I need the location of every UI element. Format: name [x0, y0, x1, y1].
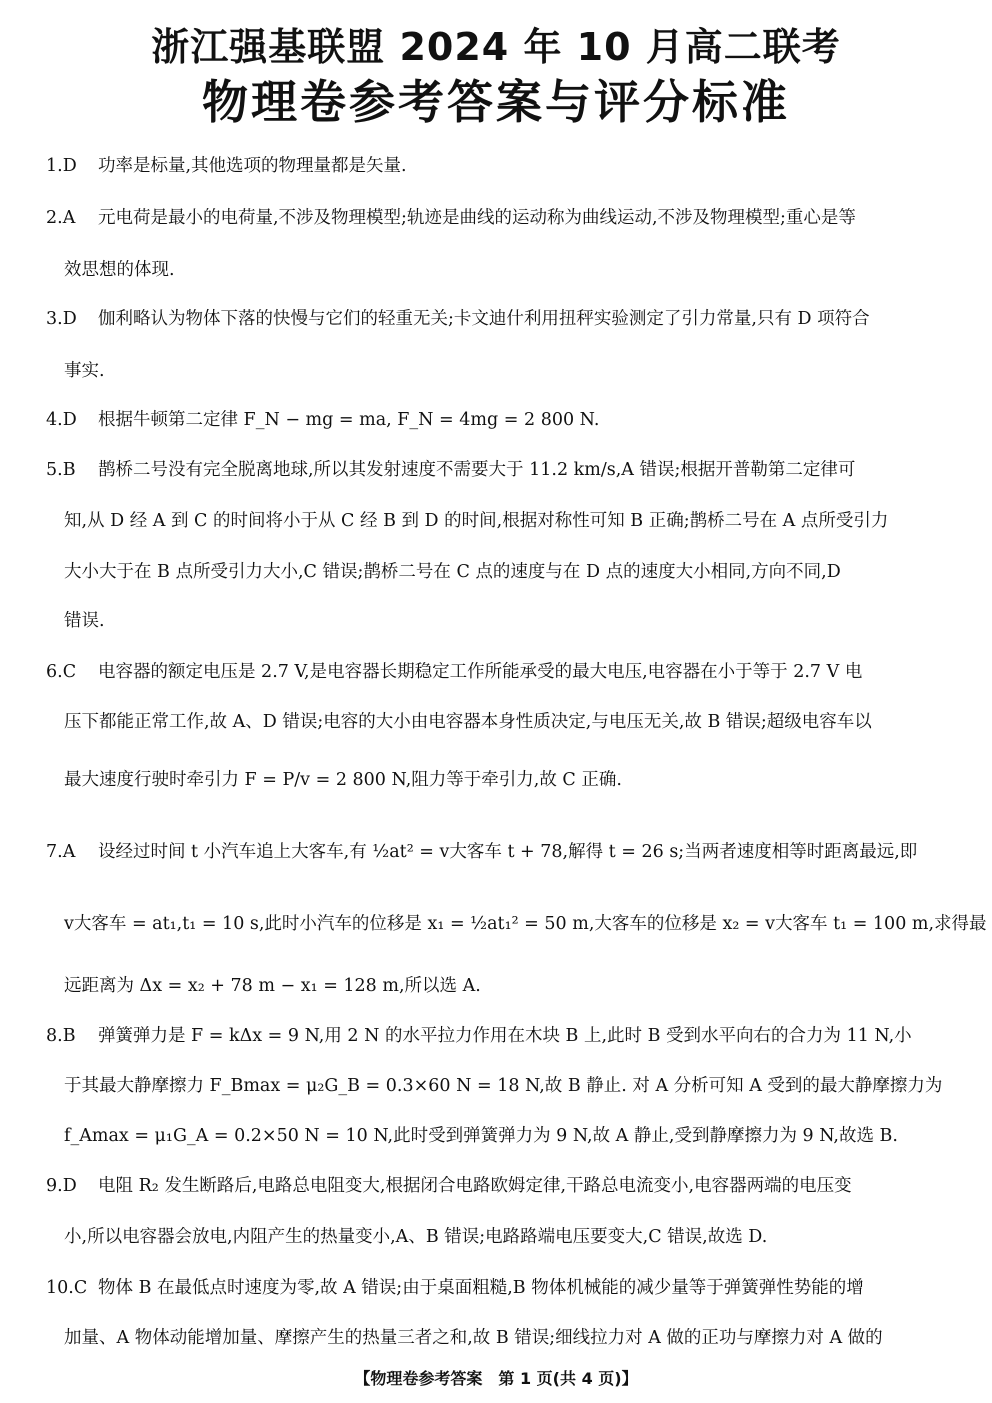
answer-2: [46, 204, 856, 229]
answer-2-cont: 效思想的体现.: [64, 260, 175, 280]
answer-number: 10.C: [46, 1278, 88, 1298]
answer-8: [46, 1022, 912, 1047]
document-title: 物理卷参考答案与评分标准: [202, 75, 790, 129]
answer-text: 元电荷是最小的电荷量,不涉及物理模型;轨迹是曲线的运动称为曲线运动,不涉及物理模型;重心是等: [98, 208, 856, 228]
page-footer: 【物理卷参考答案 第 1 页(共 4 页)】: [354, 1369, 638, 1388]
answer-6-cont: 压下都能正常工作,故 A、D 错误;电容的大小由电容器本身性质决定,与电压无关,故 B 错误;超级电容车以: [64, 712, 872, 732]
answer-number: 1.D: [46, 156, 77, 176]
answer-5-cont: 错误.: [64, 611, 105, 631]
answer-number: 5.B: [46, 460, 76, 480]
exam-title: 浙江强基联盟 2024 年 10 月高二联考: [151, 25, 841, 69]
answer-7: [46, 838, 917, 863]
answer-10: [46, 1274, 864, 1299]
answer-7-cont: v大客车 = at₁,t₁ = 10 s,此时小汽车的位移是 x₁ = ½at₁² = 50 m,大客车的位移是 x₂ = v大客车 t₁ = 100 m,求得最: [64, 914, 987, 934]
answer-number: 6.C: [46, 662, 77, 682]
answer-number: 9.D: [46, 1176, 77, 1196]
answer-text: 伽利略认为物体下落的快慢与它们的轻重无关;卡文迪什利用扭秤实验测定了引力常量,只有 D 项符合: [98, 309, 870, 329]
answer-1: [46, 152, 407, 177]
answer-8-cont: f_Amax = μ₁G_A = 0.2×50 N = 10 N,此时受到弹簧弹力为 9 N,故 A 静止,受到静摩擦力为 9 N,故选 B.: [64, 1126, 898, 1146]
answer-text: 电阻 R₂ 发生断路后,电路总电阻变大,根据闭合电路欧姆定律,干路总电流变小,电容器两端的电压变: [98, 1176, 852, 1196]
answer-6-cont: 最大速度行驶时牵引力 F = P/v = 2 800 N,阻力等于牵引力,故 C 正确.: [64, 770, 622, 790]
answer-5-cont: 大小大于在 B 点所受引力大小,C 错误;鹊桥二号在 C 点的速度与在 D 点的速度大小相同,方向不同,D: [64, 562, 841, 582]
answer-3-cont: 事实.: [64, 361, 105, 381]
answer-9-cont: 小,所以电容器会放电,内阻产生的热量变小,A、B 错误;电路路端电压要变大,C 错误,故选 D.: [64, 1227, 768, 1247]
answer-text: 鹊桥二号没有完全脱离地球,所以其发射速度不需要大于 11.2 km/s,A 错误;根据开普勒第二定律可: [98, 460, 856, 480]
answer-4: [46, 406, 599, 431]
answer-5-cont: 知,从 D 经 A 到 C 的时间将小于从 C 经 B 到 D 的时间,根据对称性可知 B 正确;鹊桥二号在 A 点所受引力: [64, 511, 889, 531]
answer-number: 4.D: [46, 410, 77, 430]
answer-8-cont: 于其最大静摩擦力 F_Bmax = μ₂G_B = 0.3×60 N = 18 N,故 B 静止. 对 A 分析可知 A 受到的最大静摩擦力为: [64, 1076, 943, 1096]
answer-10-cont: 加量、A 物体动能增加量、摩擦产生的热量三者之和,故 B 错误;细线拉力对 A 做的正功与摩擦力对 A 做的: [64, 1328, 883, 1348]
answer-5: [46, 456, 855, 481]
answer-number: 7.A: [46, 842, 76, 862]
answer-text: 设经过时间 t 小汽车追上大客车,有 ½at² = v大客车 t + 78,解得 t = 26 s;当两者速度相等时距离最远,即: [98, 842, 918, 862]
answer-7-cont: 远距离为 Δx = x₂ + 78 m − x₁ = 128 m,所以选 A.: [64, 976, 481, 996]
answer-9: [46, 1172, 852, 1197]
answer-3: [46, 305, 870, 330]
answer-text: 电容器的额定电压是 2.7 V,是电容器长期稳定工作所能承受的最大电压,电容器在小于等于 2.7 V 电: [98, 662, 863, 682]
answer-text: 物体 B 在最低点时速度为零,故 A 错误;由于桌面粗糙,B 物体机械能的减少量等于弹簧弹性势能的增: [98, 1278, 864, 1298]
answer-number: 3.D: [46, 309, 77, 329]
answer-number: 8.B: [46, 1026, 76, 1046]
answer-6: [46, 658, 862, 683]
answer-text: 功率是标量,其他选项的物理量都是矢量.: [98, 156, 407, 176]
answer-number: 2.A: [46, 208, 76, 228]
answer-text: 根据牛顿第二定律 F_N − mg = ma, F_N = 4mg = 2 800 N.: [98, 410, 600, 430]
answer-text: 弹簧弹力是 F = kΔx = 9 N,用 2 N 的水平拉力作用在木块 B 上,此时 B 受到水平向右的合力为 11 N,小: [98, 1026, 912, 1046]
